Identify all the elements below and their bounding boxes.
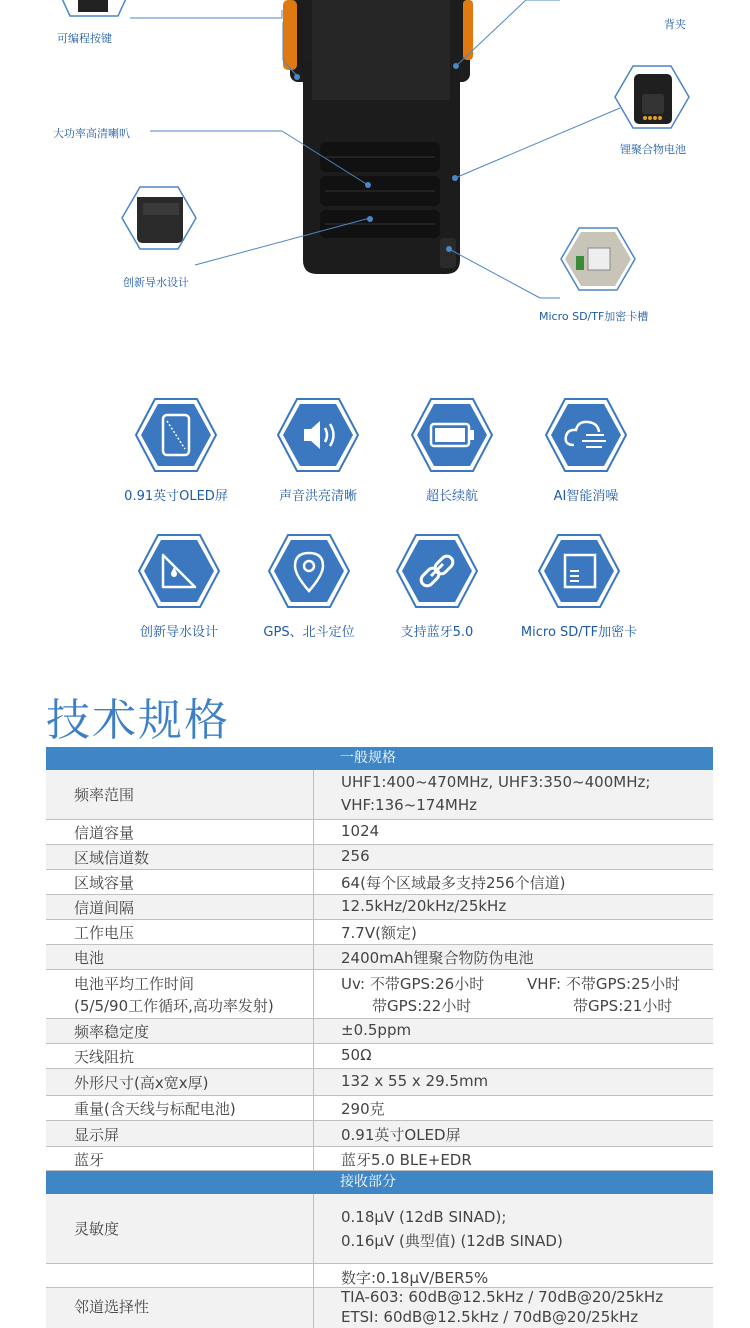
- row-value: TIA-603: 60dB@12.5kHz / 70dB@20/25kHz: [341, 1288, 664, 1306]
- row-label: (5/5/90工作循环,高功率发射): [74, 997, 274, 1015]
- table-row: [46, 1069, 713, 1096]
- section-title: 一般规格: [340, 750, 396, 766]
- feature-label: 0.91英寸OLED屏: [124, 489, 228, 504]
- feature-drainage: [104, 533, 254, 640]
- row-label: 信道间隔: [74, 899, 135, 917]
- feature-sd-card: [504, 533, 654, 640]
- feature-label: GPS、北斗定位: [263, 625, 355, 640]
- row-value: VHF:136~174MHz: [341, 796, 477, 814]
- table-row: [46, 1147, 713, 1171]
- row-value: 0.18μV (12dB SINAD);: [341, 1208, 507, 1226]
- row-value: ±0.5ppm: [341, 1021, 412, 1039]
- row-label: 区域容量: [74, 874, 135, 892]
- table-row: [46, 1264, 713, 1287]
- row-value: 带GPS:21小时: [573, 997, 673, 1015]
- feature-bluetooth-link: [362, 533, 512, 640]
- section-title: 接收部分: [340, 1174, 396, 1190]
- drainage-thumbnail: [121, 185, 197, 251]
- row-value: 0.91英寸OLED屏: [341, 1126, 461, 1144]
- table-row: [46, 970, 713, 1019]
- section-header-general: [46, 747, 713, 770]
- table-row: [46, 895, 713, 920]
- spec-table: [46, 747, 713, 1328]
- battery-thumbnail: [614, 64, 690, 130]
- ai-denoise-icon: [544, 397, 628, 473]
- feature-label: AI智能消噪: [553, 489, 619, 504]
- device-diagram: [0, 0, 750, 345]
- feature-label: 创新导水设计: [139, 625, 218, 640]
- battery-icon: [410, 397, 494, 473]
- row-value: 数字:0.18μV/BER5%: [341, 1269, 489, 1287]
- device-illustration: [0, 0, 750, 345]
- row-label: 显示屏: [74, 1126, 120, 1144]
- callout-speaker: 大功率高清喇叭: [53, 127, 130, 140]
- row-value: 2400mAh锂聚合物防伪电池: [341, 949, 534, 967]
- table-row: [46, 1121, 713, 1147]
- table-row: [46, 1044, 713, 1069]
- card-slot-thumbnail: [560, 226, 636, 292]
- oled-screen-icon: [134, 397, 218, 473]
- table-row: [46, 870, 713, 895]
- callout-battery: 锂聚合物电池: [620, 143, 686, 156]
- row-value: 50Ω: [341, 1046, 372, 1064]
- row-value: 蓝牙5.0 BLE+EDR: [341, 1151, 472, 1169]
- row-value: 带GPS:22小时: [372, 997, 472, 1015]
- row-label: 频率范围: [74, 786, 135, 804]
- table-row: [46, 920, 713, 945]
- row-label: 电池: [74, 949, 105, 967]
- feature-label: 声音洪亮清晰: [278, 489, 357, 504]
- row-value: UHF1:400~470MHz, UHF3:350~400MHz;: [341, 773, 651, 791]
- row-label: 外形尺寸(高x宽x厚): [74, 1074, 209, 1092]
- row-label: 电池平均工作时间: [74, 975, 195, 993]
- drainage-icon: [137, 533, 221, 609]
- callout-programmable-key: 可编程按键: [57, 32, 112, 45]
- feature-label: 超长续航: [425, 489, 478, 504]
- location-pin-icon: [267, 533, 351, 609]
- row-label: 蓝牙: [74, 1151, 105, 1169]
- link-icon: [395, 533, 479, 609]
- sd-card-icon: [537, 533, 621, 609]
- table-row: [46, 845, 713, 870]
- row-value: ETSI: 60dB@12.5kHz / 70dB@20/25kHz: [341, 1308, 639, 1326]
- feature-speaker: [243, 397, 393, 504]
- callout-back-clip: 背夹: [664, 18, 686, 31]
- callout-card-slot: Micro SD/TF加密卡槽: [539, 310, 649, 323]
- section-header-receive: [46, 1171, 713, 1194]
- row-value: VHF: 不带GPS:25小时: [527, 975, 681, 993]
- row-label: 灵敏度: [74, 1220, 120, 1238]
- row-label: 区域信道数: [74, 849, 150, 867]
- table-row: [46, 1019, 713, 1044]
- feature-battery: [377, 397, 527, 504]
- feature-label: 支持蓝牙5.0: [400, 625, 474, 640]
- callout-drainage: 创新导水设计: [123, 276, 189, 289]
- row-label: 天线阻抗: [74, 1048, 135, 1066]
- row-label: 邻道选择性: [74, 1298, 150, 1316]
- row-value: 0.16μV (典型值) (12dB SINAD): [341, 1232, 563, 1250]
- table-row: [46, 820, 713, 845]
- row-value: 256: [341, 847, 370, 865]
- row-value: 290克: [341, 1100, 385, 1118]
- row-value: 7.7V(额定): [341, 924, 417, 942]
- row-label: 频率稳定度: [74, 1023, 150, 1041]
- table-row: [46, 1096, 713, 1121]
- row-value: Uv: 不带GPS:26小时: [341, 975, 485, 993]
- speaker-icon: [276, 397, 360, 473]
- table-row: [46, 945, 713, 970]
- feature-label: Micro SD/TF加密卡: [520, 625, 638, 640]
- row-value: 64(每个区域最多支持256个信道): [341, 874, 566, 892]
- spec-title: 技术规格: [46, 695, 230, 746]
- table-row: [46, 1287, 713, 1328]
- row-value: 132 x 55 x 29.5mm: [341, 1072, 489, 1090]
- row-value: 1024: [341, 822, 380, 840]
- row-label: 重量(含天线与标配电池): [74, 1100, 236, 1118]
- row-label: 信道容量: [74, 824, 135, 842]
- row-label: 工作电压: [74, 924, 135, 942]
- row-value: 12.5kHz/20kHz/25kHz: [341, 897, 507, 915]
- feature-oled-screen: [101, 397, 251, 504]
- table-row: [46, 1194, 713, 1264]
- feature-ai-denoise: [511, 397, 661, 504]
- table-row: [46, 770, 713, 820]
